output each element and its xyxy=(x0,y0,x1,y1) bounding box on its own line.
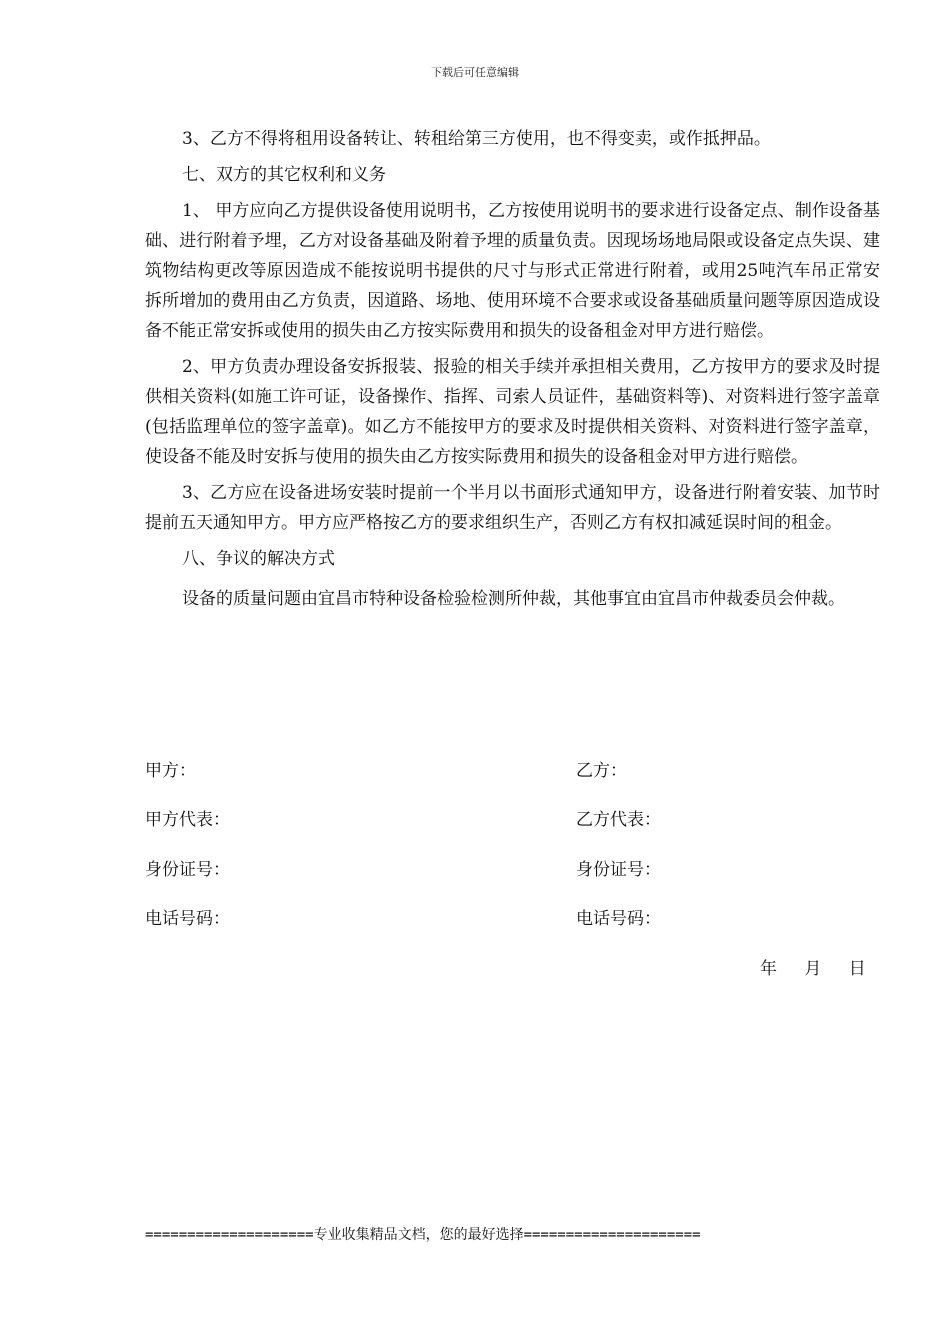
footer-banner: ====================专业收集精品文档，您的最好选择===================== xyxy=(145,1227,701,1243)
party-a-id-label: 身份证号： xyxy=(145,860,230,880)
clause-8-body: 设备的质量问题由宜昌市特种设备检验检测所仲裁，其他事宜由宜昌市仲裁委员会仲裁。 xyxy=(182,589,845,609)
header-note: 下载后可任意编辑 xyxy=(431,66,519,79)
party-b-phone-label: 电话号码： xyxy=(576,909,661,929)
clause-6-3: 3、乙方不得将租用设备转让、转租给第三方使用，也不得变卖，或作抵押品。 xyxy=(182,129,771,149)
section-8-heading: 八、争议的解决方式 xyxy=(182,549,335,569)
party-b-label: 乙方： xyxy=(576,761,627,781)
date-line: 年 月 日 xyxy=(760,959,866,979)
clause-7-1: 1、 甲方应向乙方提供设备使用说明书，乙方按使用说明书的要求进行设备定点、制作设备基础、进行附着予埋，乙方对设备基础及附着予埋的质量负责。因现场场地局限或设备定点失误、建筑物结构更改等原因造成不能按说明书提供的尺寸与形式正常进行附着，或用25吨汽车吊正常安拆所增加的费用由乙方负责，因道路、场地、使用环境不合要求或设备基础质量问题等原因造成设备不能正常安拆或使用的损失由乙方按实际费用和损失的设备租金对甲方进行赔偿。 xyxy=(145,201,880,341)
section-7-heading: 七、双方的其它权利和义务 xyxy=(182,165,386,185)
clause-7-2: 2、甲方负责办理设备安拆报装、报验的相关手续并承担相关费用，乙方按甲方的要求及时提供相关资料(如施工许可证，设备操作、指挥、司索人员证件，基础资料等)、对资料进行签字盖章(包括监理单位的签字盖章)。如乙方不能按甲方的要求及时提供相关资料、对资料进行签字盖章，使设备不能及时安拆与使用的损失由乙方按实际费用和损失的设备租金对甲方进行赔偿。 xyxy=(145,357,880,467)
party-a-rep-label: 甲方代表： xyxy=(145,810,230,830)
party-b-id-label: 身份证号： xyxy=(576,860,661,880)
clause-7-3: 3、乙方应在设备进场安装时提前一个半月以书面形式通知甲方，设备进行附着安装、加节时提前五天通知甲方。甲方应严格按乙方的要求组织生产，否则乙方有权扣减延误时间的租金。 xyxy=(145,483,880,533)
party-a-label: 甲方： xyxy=(145,761,196,781)
party-a-phone-label: 电话号码： xyxy=(145,909,230,929)
contract-body xyxy=(145,124,880,620)
party-b-rep-label: 乙方代表： xyxy=(576,810,661,830)
